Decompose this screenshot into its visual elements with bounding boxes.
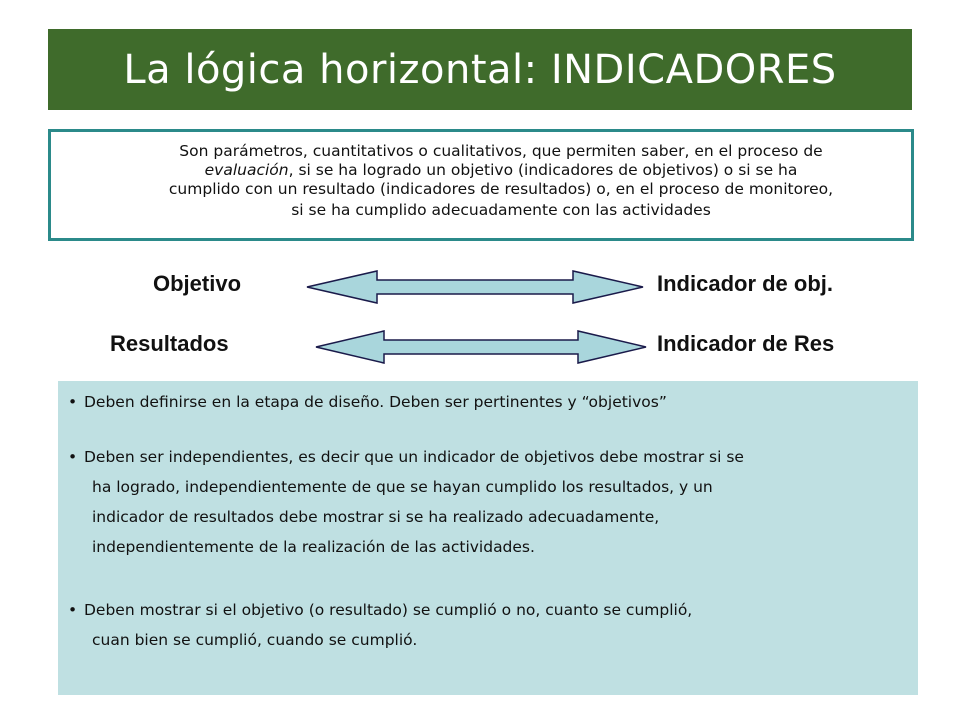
definition-line-2 — [91, 161, 911, 180]
bullet-marker: • — [68, 448, 78, 466]
double-arrow-icon — [314, 329, 648, 365]
relation-right-indicador-res: Indicador de Res — [657, 331, 835, 356]
bullet-marker: • — [68, 601, 78, 619]
bullet-2-line-1: Deben ser independientes, es decir que un indicador de objetivos debe mostrar si se — [84, 448, 744, 466]
bullet-1-text: Deben definirse en la etapa de diseño. Deben ser pertinentes y “objetivos” — [84, 393, 667, 411]
bullet-2-line-3: indicador de resultados debe mostrar si se ha realizado adecuadamente, — [92, 508, 660, 526]
definition-line-1: Son parámetros, cuantitativos o cualitativos, que permiten saber, en el proceso de — [179, 142, 823, 160]
bullet-2-line-4: independientemente de la realización de las actividades. — [92, 538, 535, 556]
definition-line-2-rest: , si se ha logrado un objetivo (indicadores de objetivos) o si se ha — [288, 161, 798, 179]
slide-title: La lógica horizontal: INDICADORES — [123, 46, 837, 93]
relation-left-resultados: Resultados — [110, 331, 229, 356]
double-arrow-icon — [305, 269, 645, 305]
definition-line-4: si se ha cumplido adecuadamente con las actividades — [291, 201, 711, 219]
bullet-marker: • — [68, 393, 78, 411]
bullet-2-line-2: ha logrado, independientemente de que se hayan cumplido los resultados, y un — [92, 478, 713, 496]
bullet-3-line-2: cuan bien se cumplió, cuando se cumplió. — [92, 631, 418, 649]
definition-box — [48, 129, 914, 241]
definition-line-3: cumplido con un resultado (indicadores de resultados) o, en el proceso de monitoreo, — [168, 180, 834, 198]
definition-text — [91, 142, 911, 220]
bullets-panel — [58, 381, 918, 695]
bullet-3-line-1: Deben mostrar si el objetivo (o resultado) se cumplió o no, cuanto se cumplió, — [84, 601, 693, 619]
title-bar — [48, 29, 912, 110]
definition-emphasis: evaluación — [204, 161, 289, 179]
bullet-item — [68, 442, 744, 562]
bullet-item — [68, 387, 667, 417]
relation-left-objetivo: Objetivo — [153, 271, 242, 296]
relation-right-indicador-obj: Indicador de obj. — [657, 271, 834, 296]
bullet-item — [68, 595, 692, 655]
